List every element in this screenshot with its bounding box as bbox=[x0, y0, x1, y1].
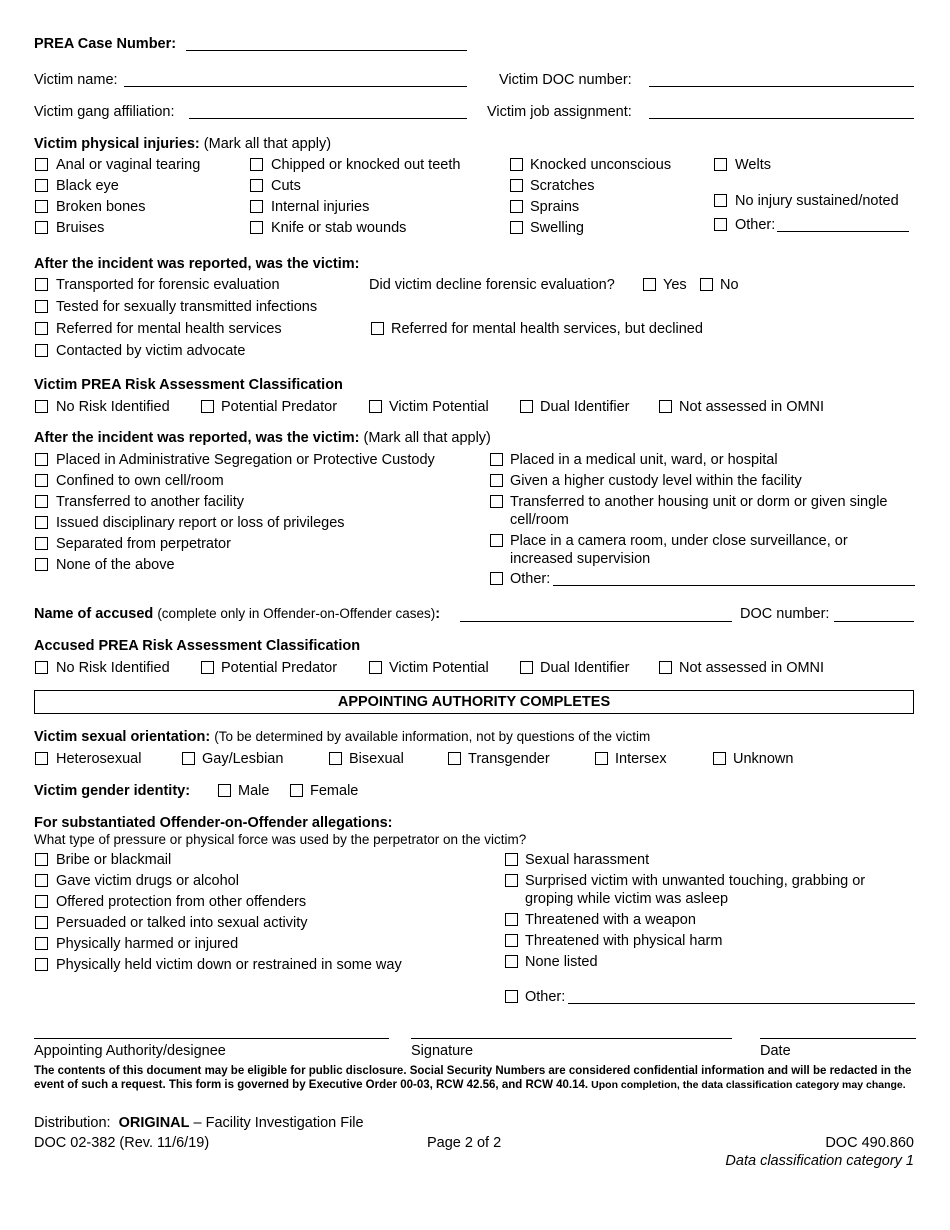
checkbox-black-eye[interactable] bbox=[35, 179, 48, 192]
checkbox-female[interactable] bbox=[290, 784, 303, 797]
checkbox-sub-other[interactable] bbox=[505, 990, 518, 1003]
label-intersex: Intersex bbox=[615, 751, 667, 767]
authority-signature-line[interactable] bbox=[34, 1038, 389, 1039]
checkbox-ar-victim[interactable] bbox=[369, 661, 382, 674]
checkbox-male[interactable] bbox=[218, 784, 231, 797]
checkbox-decline-no[interactable] bbox=[700, 278, 713, 291]
job-label: Victim job assignment: bbox=[487, 104, 632, 120]
checkbox-separated[interactable] bbox=[35, 537, 48, 550]
label-vr-not-assessed: Not assessed in OMNI bbox=[679, 399, 825, 415]
label-protection: Offered protection from other offenders bbox=[56, 894, 307, 910]
checkbox-medical-unit[interactable] bbox=[490, 453, 503, 466]
label-vr-predator: Potential Predator bbox=[221, 399, 338, 415]
label-male: Male bbox=[238, 783, 270, 799]
accused-name-field[interactable] bbox=[460, 621, 732, 622]
label-ar-victim: Victim Potential bbox=[389, 660, 489, 676]
label-sprains: Sprains bbox=[530, 199, 580, 215]
checkbox-bisexual[interactable] bbox=[329, 752, 342, 765]
decline-question: Did victim decline forensic evaluation? bbox=[369, 277, 615, 293]
checkbox-internal-injuries[interactable] bbox=[250, 200, 263, 213]
checkbox-admin-seg[interactable] bbox=[35, 453, 48, 466]
after2-other-field[interactable] bbox=[553, 585, 915, 586]
label-black-eye: Black eye bbox=[56, 178, 119, 194]
label-transferred-housing-2: cell/room bbox=[510, 512, 569, 528]
checkbox-ar-dual[interactable] bbox=[520, 661, 533, 674]
checkbox-vr-no-risk[interactable] bbox=[35, 400, 48, 413]
checkbox-swelling[interactable] bbox=[510, 221, 523, 234]
page-number: Page 2 of 2 bbox=[427, 1135, 502, 1151]
label-ar-predator: Potential Predator bbox=[221, 660, 338, 676]
accused-risk-title: Accused PREA Risk Assessment Classification bbox=[34, 638, 361, 654]
doc-number: DOC 490.860 bbox=[825, 1135, 914, 1151]
checkbox-bruises[interactable] bbox=[35, 221, 48, 234]
label-vr-dual: Dual Identifier bbox=[540, 399, 630, 415]
checkbox-transgender[interactable] bbox=[448, 752, 461, 765]
disclosure-tail: Upon completion, the data classification category may change. bbox=[591, 1079, 906, 1091]
checkbox-tested-sti[interactable] bbox=[35, 300, 48, 313]
checkbox-anal-tearing[interactable] bbox=[35, 158, 48, 171]
checkbox-none-listed[interactable] bbox=[505, 955, 518, 968]
orientation-title: Victim sexual orientation: bbox=[34, 729, 211, 745]
label-female: Female bbox=[310, 783, 359, 799]
label-camera-room-1: Place in a camera room, under close surveillance, or bbox=[510, 533, 848, 549]
label-scratches: Scratches bbox=[530, 178, 595, 194]
checkbox-gay-lesbian[interactable] bbox=[182, 752, 195, 765]
label-unknown: Unknown bbox=[733, 751, 794, 767]
label-physical-harm: Threatened with physical harm bbox=[525, 933, 723, 949]
checkbox-chipped-teeth[interactable] bbox=[250, 158, 263, 171]
label-vr-no-risk: No Risk Identified bbox=[56, 399, 170, 415]
checkbox-referred-mh[interactable] bbox=[35, 322, 48, 335]
case-number-label: PREA Case Number: bbox=[34, 36, 177, 52]
label-held-down: Physically held victim down or restrained in some way bbox=[56, 957, 402, 973]
checkbox-higher-custody[interactable] bbox=[490, 474, 503, 487]
label-disciplinary: Issued disciplinary report or loss of privileges bbox=[56, 515, 345, 531]
date-line[interactable] bbox=[760, 1038, 916, 1039]
label-persuaded: Persuaded or talked into sexual activity bbox=[56, 915, 308, 931]
label-ar-dual: Dual Identifier bbox=[540, 660, 630, 676]
label-referred-mh: Referred for mental health services bbox=[56, 321, 282, 337]
checkbox-decline-yes[interactable] bbox=[643, 278, 656, 291]
label-knocked-unconscious: Knocked unconscious bbox=[530, 157, 672, 173]
injuries-title: Victim physical injuries: bbox=[34, 136, 200, 152]
victim-name-label: Victim name: bbox=[34, 72, 118, 88]
gang-field[interactable] bbox=[189, 118, 467, 119]
label-surprised-1: Surprised victim with unwanted touching, grabbing or bbox=[525, 873, 866, 889]
checkbox-vr-not-assessed[interactable] bbox=[659, 400, 672, 413]
checkbox-scratches[interactable] bbox=[510, 179, 523, 192]
label-anal-tearing: Anal or vaginal tearing bbox=[56, 157, 201, 173]
checkbox-none-above[interactable] bbox=[35, 558, 48, 571]
label-separated: Separated from perpetrator bbox=[56, 536, 231, 552]
label-ar-no-risk: No Risk Identified bbox=[56, 660, 170, 676]
checkbox-heterosexual[interactable] bbox=[35, 752, 48, 765]
checkbox-mh-declined[interactable] bbox=[371, 322, 384, 335]
accused-colon: : bbox=[435, 606, 441, 622]
checkbox-intersex[interactable] bbox=[595, 752, 608, 765]
checkbox-held-down[interactable] bbox=[35, 958, 48, 971]
gender-title: Victim gender identity: bbox=[34, 783, 191, 799]
substantiated-title: For substantiated Offender-on-Offender allegations: bbox=[34, 815, 393, 831]
disclosure-text: The contents of this document may be eligible for public disclosure. Social Security Numbers are considered confidential information and will be redacted in the event of such a request. This form is governed by Executive Order 00-03, RCW 42.56, and RCW 40.14. bbox=[34, 1065, 912, 1091]
data-classification: Data classification category 1 bbox=[725, 1153, 914, 1169]
label-chipped-teeth: Chipped or knocked out teeth bbox=[271, 157, 461, 173]
signature-line[interactable] bbox=[411, 1038, 732, 1039]
checkbox-injury-other[interactable] bbox=[714, 218, 727, 231]
label-weapon: Threatened with a weapon bbox=[525, 912, 696, 928]
date-label: Date bbox=[760, 1043, 791, 1059]
checkbox-weapon[interactable] bbox=[505, 913, 518, 926]
checkbox-harmed[interactable] bbox=[35, 937, 48, 950]
label-medical-unit: Placed in a medical unit, ward, or hospital bbox=[510, 452, 778, 468]
checkbox-vr-predator[interactable] bbox=[201, 400, 214, 413]
distribution-label: Distribution: bbox=[34, 1115, 111, 1131]
checkbox-unknown[interactable] bbox=[713, 752, 726, 765]
label-transferred-housing-1: Transferred to another housing unit or dorm or given single bbox=[510, 494, 888, 510]
label-bruises: Bruises bbox=[56, 220, 105, 236]
form-number: DOC 02-382 (Rev. 11/6/19) bbox=[34, 1135, 210, 1151]
label-after2-other: Other: bbox=[510, 571, 551, 587]
label-tested-sti: Tested for sexually transmitted infections bbox=[56, 299, 318, 315]
label-surprised-2: groping while victim was asleep bbox=[525, 891, 729, 907]
distribution-original: ORIGINAL bbox=[118, 1115, 190, 1131]
checkbox-transferred-facility[interactable] bbox=[35, 495, 48, 508]
label-drugs: Gave victim drugs or alcohol bbox=[56, 873, 239, 889]
checkbox-broken-bones[interactable] bbox=[35, 200, 48, 213]
checkbox-vr-victim[interactable] bbox=[369, 400, 382, 413]
label-sub-other: Other: bbox=[525, 989, 566, 1005]
checkbox-ar-not-assessed[interactable] bbox=[659, 661, 672, 674]
after2-title: After the incident was reported, was the victim: bbox=[34, 430, 360, 446]
checkbox-harassment[interactable] bbox=[505, 853, 518, 866]
injuries-note: (Mark all that apply) bbox=[203, 136, 332, 152]
label-knife-wounds: Knife or stab wounds bbox=[271, 220, 407, 236]
label-bisexual: Bisexual bbox=[349, 751, 404, 767]
checkbox-cuts[interactable] bbox=[250, 179, 263, 192]
checkbox-welts[interactable] bbox=[714, 158, 727, 171]
label-mh-declined: Referred for mental health services, but declined bbox=[391, 321, 703, 337]
checkbox-ar-predator[interactable] bbox=[201, 661, 214, 674]
distribution-line bbox=[34, 1114, 364, 1132]
label-bribe: Bribe or blackmail bbox=[56, 852, 172, 868]
checkbox-bribe[interactable] bbox=[35, 853, 48, 866]
checkbox-transferred-housing[interactable] bbox=[490, 495, 503, 508]
label-admin-seg: Placed in Administrative Segregation or Protective Custody bbox=[56, 452, 435, 468]
checkbox-camera-room[interactable] bbox=[490, 534, 503, 547]
checkbox-protection[interactable] bbox=[35, 895, 48, 908]
injury-other-field[interactable] bbox=[777, 231, 909, 232]
label-victim-advocate: Contacted by victim advocate bbox=[56, 343, 246, 359]
label-gay-lesbian: Gay/Lesbian bbox=[202, 751, 284, 767]
orientation-note: (To be determined by available information, not by questions of the victim bbox=[214, 729, 651, 744]
label-internal-injuries: Internal injuries bbox=[271, 199, 370, 215]
label-welts: Welts bbox=[735, 157, 771, 173]
after2-note: (Mark all that apply) bbox=[363, 430, 491, 446]
label-broken-bones: Broken bones bbox=[56, 199, 146, 215]
label-decline-no: No bbox=[720, 277, 739, 293]
checkbox-persuaded[interactable] bbox=[35, 916, 48, 929]
after1-title: After the incident was reported, was the victim: bbox=[34, 256, 360, 272]
label-none-listed: None listed bbox=[525, 954, 598, 970]
label-injury-other: Other: bbox=[735, 217, 776, 233]
injuries-heading bbox=[34, 135, 331, 153]
checkbox-victim-advocate[interactable] bbox=[35, 344, 48, 357]
gang-label: Victim gang affiliation: bbox=[34, 104, 175, 120]
label-ar-not-assessed: Not assessed in OMNI bbox=[679, 660, 825, 676]
job-field[interactable] bbox=[649, 118, 914, 119]
label-heterosexual: Heterosexual bbox=[56, 751, 142, 767]
label-cuts: Cuts bbox=[271, 178, 301, 194]
label-camera-room-2: increased supervision bbox=[510, 551, 651, 567]
label-transferred-facility: Transferred to another facility bbox=[56, 494, 245, 510]
case-number-field[interactable] bbox=[186, 50, 467, 51]
substantiated-question: What type of pressure or physical force was used by the perpetrator on the victim? bbox=[34, 832, 527, 847]
checkbox-drugs[interactable] bbox=[35, 874, 48, 887]
checkbox-sprains[interactable] bbox=[510, 200, 523, 213]
checkbox-knocked-unconscious[interactable] bbox=[510, 158, 523, 171]
label-higher-custody: Given a higher custody level within the facility bbox=[510, 473, 802, 489]
accused-name-note: (complete only in Offender-on-Offender cases) bbox=[157, 606, 436, 621]
accused-name-label: Name of accused bbox=[34, 606, 154, 622]
checkbox-vr-dual[interactable] bbox=[520, 400, 533, 413]
checkbox-physical-harm[interactable] bbox=[505, 934, 518, 947]
after2-heading bbox=[34, 429, 491, 447]
accused-name-heading bbox=[34, 605, 440, 623]
authority-label: Appointing Authority/designee bbox=[34, 1043, 226, 1059]
label-none-above: None of the above bbox=[56, 557, 175, 573]
victim-doc-label: Victim DOC number: bbox=[499, 72, 632, 88]
distribution-rest: – Facility Investigation File bbox=[193, 1115, 364, 1131]
label-no-injury: No injury sustained/noted bbox=[735, 193, 899, 209]
checkbox-disciplinary[interactable] bbox=[35, 516, 48, 529]
label-harassment: Sexual harassment bbox=[525, 852, 650, 868]
checkbox-ar-no-risk[interactable] bbox=[35, 661, 48, 674]
checkbox-no-injury[interactable] bbox=[714, 194, 727, 207]
label-transgender: Transgender bbox=[468, 751, 550, 767]
signature-label: Signature bbox=[411, 1043, 474, 1059]
accused-doc-field[interactable] bbox=[834, 621, 914, 622]
victim-risk-title: Victim PREA Risk Assessment Classification bbox=[34, 377, 343, 393]
disclosure-note bbox=[34, 1064, 914, 1092]
label-decline-yes: Yes bbox=[663, 277, 687, 293]
label-swelling: Swelling bbox=[530, 220, 584, 236]
label-vr-victim: Victim Potential bbox=[389, 399, 489, 415]
checkbox-surprised[interactable] bbox=[505, 874, 518, 887]
label-harmed: Physically harmed or injured bbox=[56, 936, 239, 952]
checkbox-transported[interactable] bbox=[35, 278, 48, 291]
label-transported: Transported for forensic evaluation bbox=[56, 277, 280, 293]
sub-other-field[interactable] bbox=[568, 1003, 915, 1004]
checkbox-knife-wounds[interactable] bbox=[250, 221, 263, 234]
appointing-authority-bar: APPOINTING AUTHORITY COMPLETES bbox=[34, 690, 914, 714]
orientation-heading bbox=[34, 728, 650, 746]
victim-doc-field[interactable] bbox=[649, 86, 914, 87]
checkbox-after2-other[interactable] bbox=[490, 572, 503, 585]
label-confined: Confined to own cell/room bbox=[56, 473, 224, 489]
victim-name-field[interactable] bbox=[124, 86, 467, 87]
checkbox-confined[interactable] bbox=[35, 474, 48, 487]
accused-doc-label: DOC number: bbox=[740, 606, 830, 622]
